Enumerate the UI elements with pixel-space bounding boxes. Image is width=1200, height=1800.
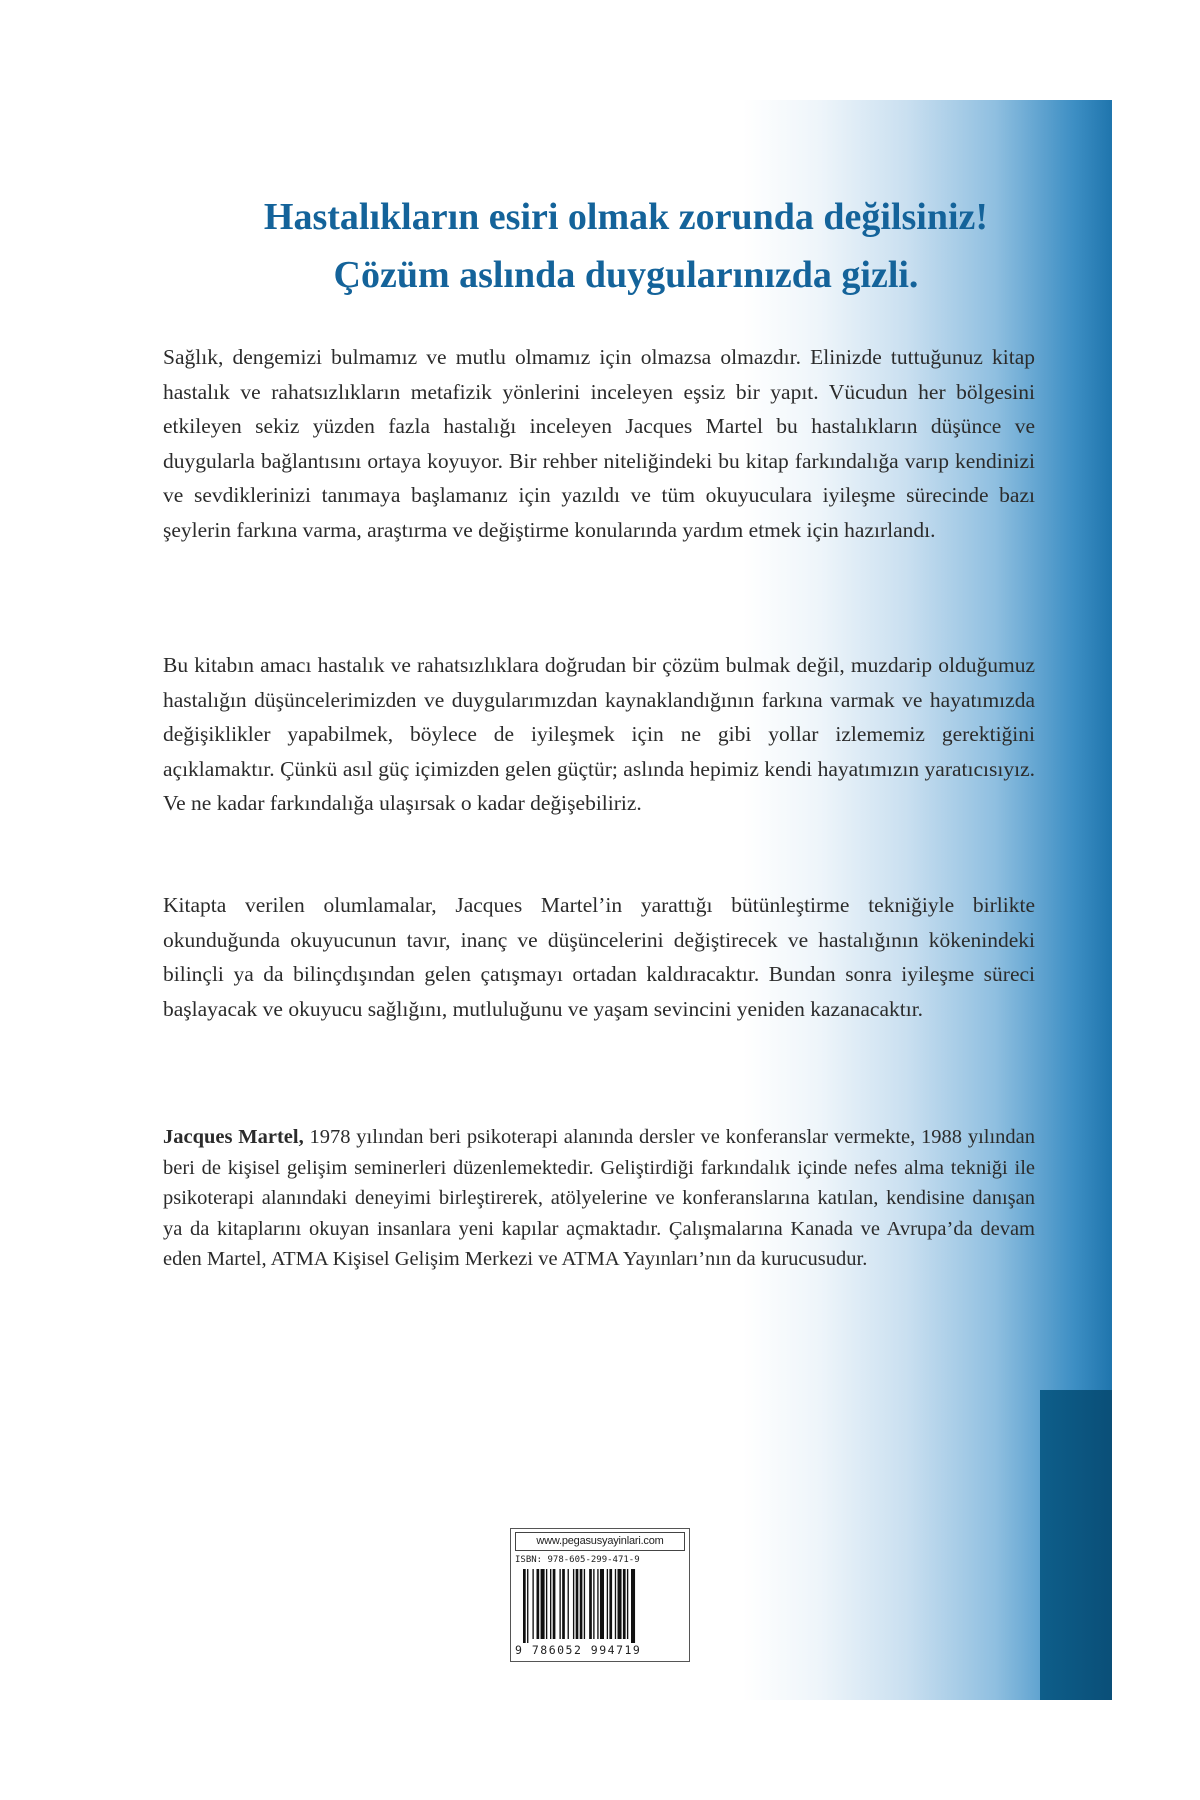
paragraph-1: Sağlık, dengemizi bulmamız ve mutlu olmamız için olmazsa olmazdır. Elinizde tuttuğunuz kitap hastalık ve rahatsızlıkların metafizik yönlerini inceleyen eşsiz bir yapıt. Vücudun her bölgesini etkileyen sekiz yüzden fazla hastalığı inceleyen Jacques Martel bu hastalıkların düşünce ve duygularla bağlantısını ortaya koyuyor. Bir rehber niteliğindeki bu kitap farkındalığa varıp kendinizi ve sevdiklerinizi tanımaya başlamanız için yazıldı ve tüm okuyuculara iyileşme sürecinde bazı şeylerin farkına varma, araştırma ve değiştirme konularında yardım etmek için hazırlandı. [163,345,1035,542]
headline [140,188,1112,304]
barcode-bar [553,1569,556,1639]
headline-line-1: Hastalıkların esiri olmak zorunda değilsiniz! [263,196,989,238]
barcode-bar [623,1569,626,1639]
barcode-bar [631,1569,635,1643]
barcode-box [510,1528,690,1662]
barcode-bar [618,1569,622,1639]
barcode-bar [541,1569,545,1639]
barcode-number: 9 786052 994719 [515,1643,642,1657]
barcode-bar [546,1569,547,1639]
barcode-bar [580,1569,583,1639]
barcode-icon [521,1569,679,1643]
barcode-bar [550,1569,551,1639]
isbn-label: ISBN: 978-605-299-471-9 [515,1555,640,1565]
barcode-bar [615,1569,616,1639]
barcode-bar [589,1569,592,1639]
barcode-bar [537,1569,540,1639]
author-name: Jacques Martel, [163,1126,304,1148]
barcode-bar [527,1569,528,1643]
paragraph-2: Bu kitabın amacı hastalık ve rahatsızlıklara doğrudan bir çözüm bulmak değil, muzdarip olduğumuz hastalığın düşüncelerimizden ve duygularımızdan kaynaklandığının farkına varmak ve hayatımızda değişiklikler yapabilmek, böylece de iyileşmek için ne gibi yollar izlememiz gerektiğini açıklamaktır. Çünkü asıl güç içimizden gelen güçtür; aslında hepimiz kendi hayatımızın yaratıcısıyız. Ve ne kadar farkındalığa ulaşırsak o kadar değişebiliriz. [163,653,1035,815]
publisher-url: www.pegasusyayinlari.com [515,1532,685,1551]
barcode-bar [523,1569,526,1643]
barcode-bar [597,1569,598,1639]
author-bio-paragraph [163,1122,1035,1275]
barcode-bar [559,1569,560,1639]
barcode-bar [576,1569,579,1639]
barcode-bar [627,1569,628,1639]
barcode-bar [573,1569,574,1639]
barcode-bar [532,1569,533,1639]
barcode-bar [584,1569,585,1639]
barcode-bar [607,1569,608,1639]
author-bio-text: 1978 yılından beri psikoterapi alanında dersler ve konferanslar vermekte, 1988 yılından beri de kişisel gelişim seminerleri düzenlemektedir. Geliştirdiği farkındalık içinde nefes alma tekniği ile psikoterapi alanındaki deneyimi birleştirerek, atölyelerine ve konferanslarına katılan, kendisine danışan ya da kitaplarını okuyan insanlara yeni kapılar açmaktadır. Çalışmalarına Kanada ve Avrupa’da devam eden Martel, ATMA Kişisel Gelişim Merkezi ve ATMA Yayınları’nın da kurucusudur. [163,1126,1035,1270]
cover-accent-stripe [1040,1390,1112,1700]
barcode-bar [593,1569,594,1639]
paragraph-3: Kitapta verilen olumlamalar, Jacques Martel’in yarattığı bütünleştirme tekniğiyle birlikte okunduğunda okuyucunun tavır, inanç ve düşüncelerini değiştirecek ve hastalığının kökenindeki bilinçli ya da bilinçdışından gelen çatışmayı ortadan kaldıracaktır. Bundan sonra iyileşme süreci başlayacak ve okuyucu sağlığını, mutluluğunu ve yaşam sevincini yeniden kazanacaktır. [163,893,1035,1021]
barcode-bar [562,1569,565,1639]
barcode-bar [609,1569,612,1639]
headline-line-2: Çözüm aslında duygularınızda gizli. [333,254,919,296]
barcode-bar [568,1569,569,1639]
barcode-bar [600,1569,604,1639]
